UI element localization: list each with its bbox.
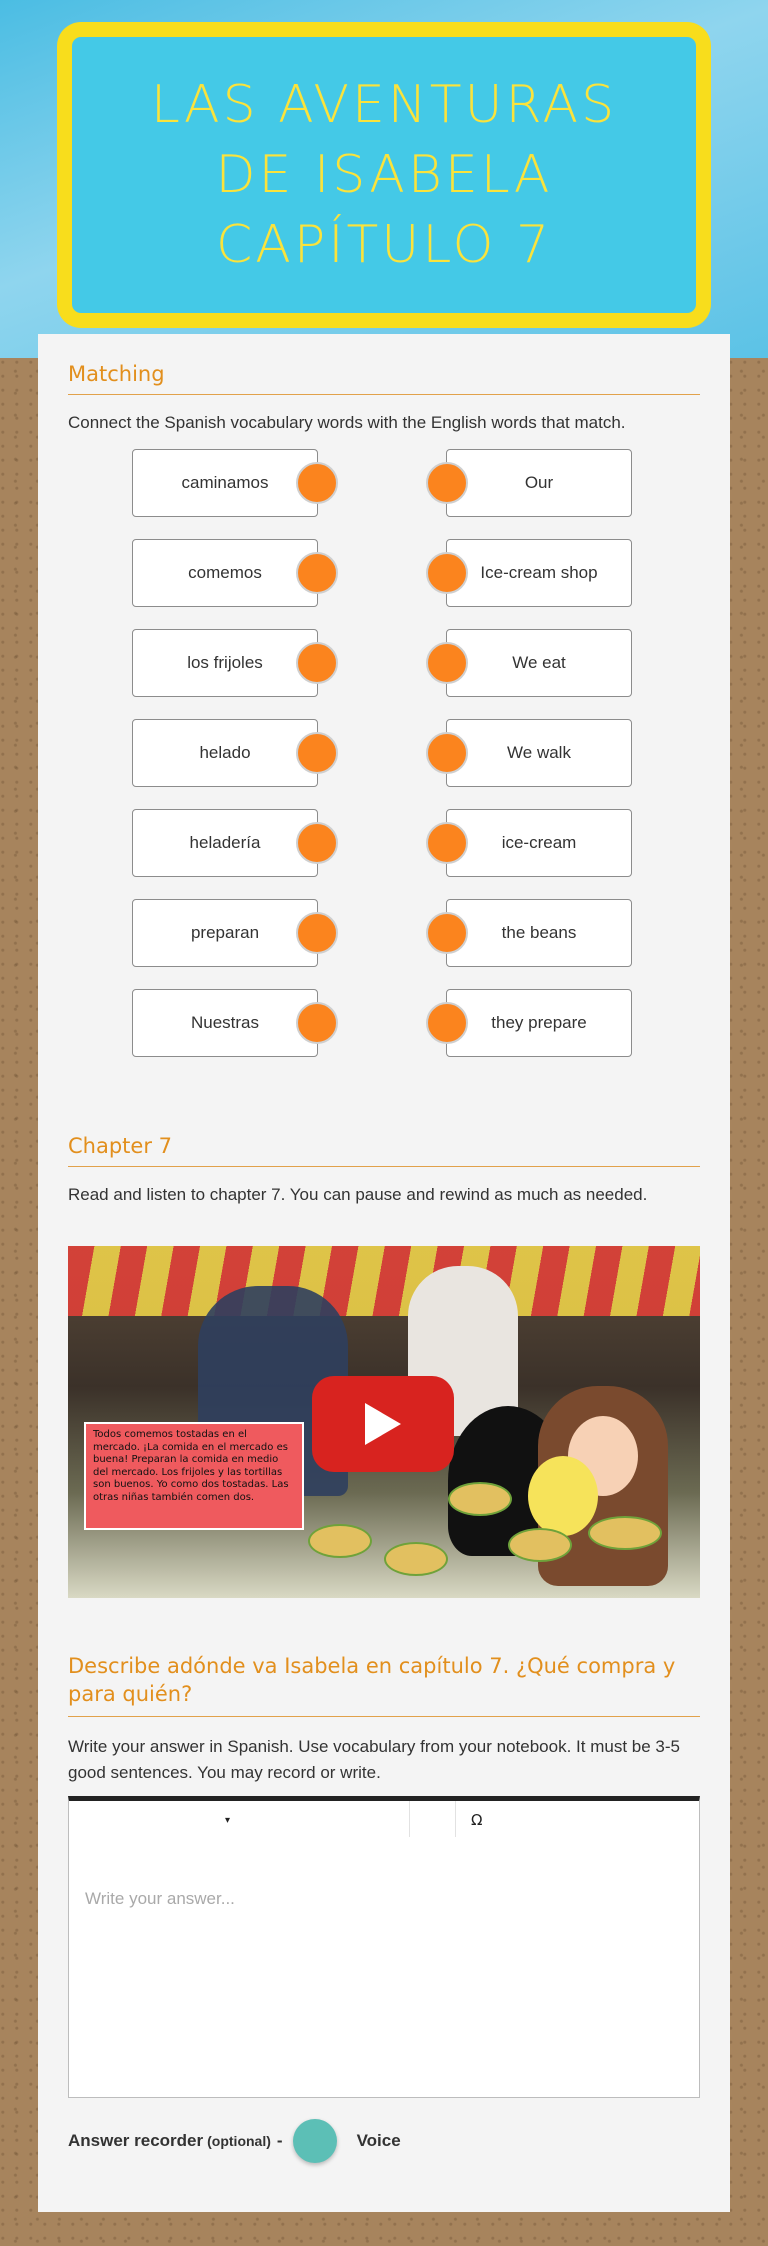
video-cartoon-blonde <box>528 1456 598 1536</box>
video-player[interactable] <box>68 1246 700 1598</box>
video-tostada <box>588 1516 662 1550</box>
video-caption: Todos comemos tostadas en el mercado. ¡La comida en el mercado es buena! Preparan la comida en medio del mercado. Los frijoles y las tortillas son buenos. Yo como dos tostadas. Las otras niñas también comen dos. <box>84 1422 304 1530</box>
match-connector-dot[interactable] <box>296 822 338 864</box>
match-right-item[interactable]: the beans <box>446 899 632 967</box>
match-left-item[interactable]: los frijoles <box>132 629 318 697</box>
toolbar-divider <box>409 1801 410 1837</box>
video-tostada <box>308 1524 372 1558</box>
recorder-dash: - <box>276 2131 283 2150</box>
matching-instructions: Connect the Spanish vocabulary words with the English words that match. <box>68 413 626 432</box>
video-tostada <box>384 1542 448 1576</box>
match-right-item[interactable]: We walk <box>446 719 632 787</box>
match-right-item[interactable]: We eat <box>446 629 632 697</box>
match-connector-dot[interactable] <box>426 552 468 594</box>
match-left-item[interactable]: preparan <box>132 899 318 967</box>
match-connector-dot[interactable] <box>426 822 468 864</box>
match-connector-dot[interactable] <box>426 642 468 684</box>
match-left-item[interactable]: heladería <box>132 809 318 877</box>
video-awning <box>68 1246 700 1316</box>
match-right-item[interactable]: they prepare <box>446 989 632 1057</box>
match-connector-dot[interactable] <box>296 732 338 774</box>
question-heading: Describe adónde va Isabela en capítulo 7. ¿Qué compra y para quién? <box>68 1652 700 1717</box>
video-tostada <box>508 1528 572 1562</box>
chapter-instructions: Read and listen to chapter 7. You can pause and rewind as much as needed. <box>68 1185 648 1204</box>
match-connector-dot[interactable] <box>296 462 338 504</box>
question-instructions: Write your answer in Spanish. Use vocabulary from your notebook. It must be 3-5 good sentences. You may record or write. <box>68 1737 680 1782</box>
answer-input[interactable] <box>69 1875 699 2095</box>
recorder-label: Answer recorder <box>68 2131 204 2150</box>
match-right-item[interactable]: Our <box>446 449 632 517</box>
match-left-item[interactable]: caminamos <box>132 449 318 517</box>
chevron-down-icon[interactable]: ▾ <box>225 1815 231 1826</box>
matching-heading: Matching <box>68 362 700 395</box>
match-right-item[interactable]: ice-cream <box>446 809 632 877</box>
match-connector-dot[interactable] <box>296 552 338 594</box>
voice-record-button[interactable] <box>293 2119 337 2163</box>
play-icon <box>363 1401 403 1447</box>
match-connector-dot[interactable] <box>296 642 338 684</box>
match-connector-dot[interactable] <box>426 732 468 774</box>
answer-editor <box>68 1796 700 2098</box>
match-left-item[interactable]: helado <box>132 719 318 787</box>
chapter-heading: Chapter 7 <box>68 1134 700 1167</box>
match-connector-dot[interactable] <box>296 912 338 954</box>
toolbar-divider <box>455 1801 456 1837</box>
title-inner <box>69 34 699 316</box>
page-title: LAS AVENTURAS DE ISABELA CAPÍTULO 7 <box>150 75 618 275</box>
match-connector-dot[interactable] <box>296 1002 338 1044</box>
recorder-optional: (optional) <box>207 2133 271 2149</box>
voice-label[interactable]: Voice <box>356 2131 401 2150</box>
answer-recorder <box>68 2118 401 2164</box>
title-banner <box>57 22 711 328</box>
match-connector-dot[interactable] <box>426 1002 468 1044</box>
match-left-item[interactable]: comemos <box>132 539 318 607</box>
worksheet-panel <box>38 334 730 2212</box>
play-button[interactable] <box>312 1376 454 1472</box>
special-character-icon[interactable]: Ω <box>471 1811 483 1829</box>
editor-toolbar <box>69 1801 699 1876</box>
match-right-item[interactable]: Ice-cream shop <box>446 539 632 607</box>
match-left-item[interactable]: Nuestras <box>132 989 318 1057</box>
match-connector-dot[interactable] <box>426 462 468 504</box>
match-connector-dot[interactable] <box>426 912 468 954</box>
video-tostada <box>448 1482 512 1516</box>
